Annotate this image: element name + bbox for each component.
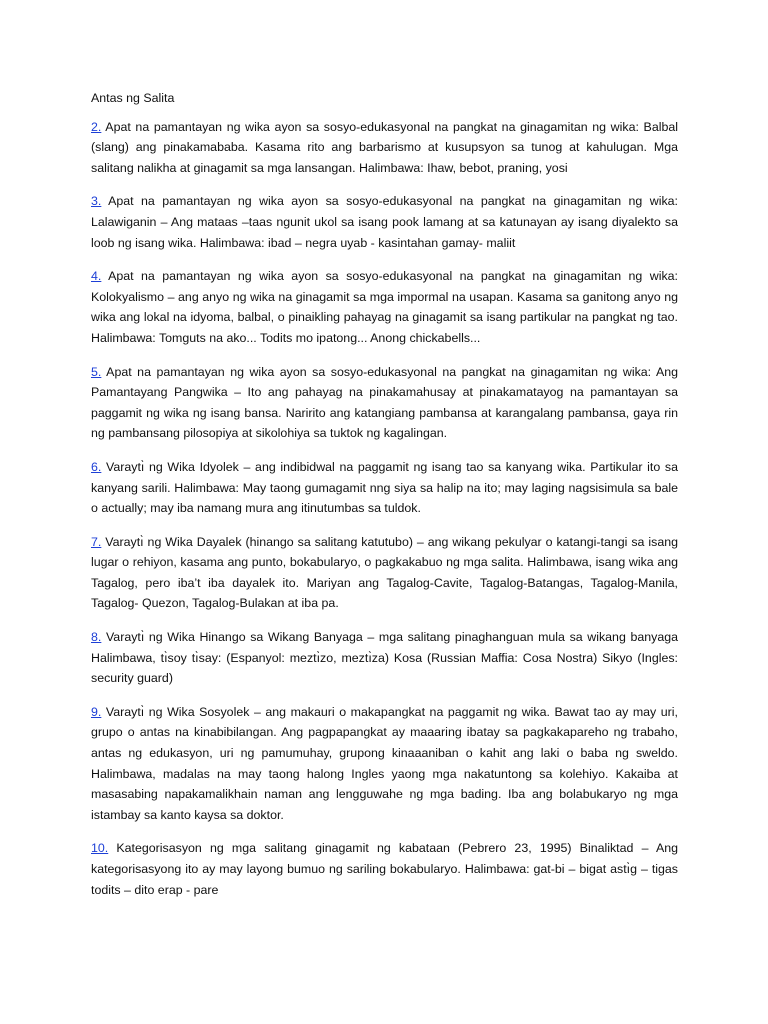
paragraph-2-number-link[interactable]: 2. xyxy=(91,119,102,134)
document-page xyxy=(91,88,678,913)
paragraph-6 xyxy=(91,457,678,519)
paragraph-2-text: Apat na pamantayan ng wika ayon sa sosyo-edukasyonal na pangkat na ginagamitan ng wika: Balbal (slang) ang pinakamababa. Kasama rito ang barbarismo at kusupsyon sa tunog at kahulugan. Mga salitang nalikha at ginagamit sa mga lansangan. Halimbawa: Ihaw, bebot, praning, yosi xyxy=(91,119,678,175)
document-title: Antas ng Salita xyxy=(91,91,175,105)
paragraph-10 xyxy=(91,838,678,900)
paragraph-9 xyxy=(91,702,678,826)
paragraph-7 xyxy=(91,532,678,614)
paragraph-5-number-link[interactable]: 5. xyxy=(91,364,102,379)
paragraph-8-number-link[interactable]: 8. xyxy=(91,630,102,645)
paragraph-9-text: Varaytı̀ ng Wika Sosyolek – ang makauri o makapangkat na paggamit ng wika. Bawat tao ay may uri, grupo o antas na kinabibilangan. Ang pagpapangkat ay maaaring ibatay sa pagkakapareho ng trabaho, antas ng edukasyon, uri ng pamumuhay, grupong kinaaaniban o kahit ang laki o baba ng sweldo. Halimbawa, madalas na may taong halong Ingles yaong mga nakatuntong sa kolehiyo. Kakaiba at masasabing napakamalikhain naman ang lengguwahe ng mga bading. Iba ang bolabukaryo ng mga istambay sa kanto kaysa sa doktor. xyxy=(91,704,678,822)
paragraph-10-number-link[interactable]: 10. xyxy=(91,841,109,856)
paragraph-8-text: Varaytı̀ ng Wika Hinango sa Wikang Banyaga – mga salitang pinaghanguan mula sa wikang banyaga Halimbawa, tı̀soy tı̀say: (Espanyol: meztı̀zo, meztı̀za) Kosa (Russian Maffia: Cosa Nostra) Sikyo (Ingles: security guard) xyxy=(91,630,678,686)
paragraph-10-text: Kategorisasyon ng mga salitang ginagamit ng kabataan (Pebrero 23, 1995) Binaliktad – Ang kategorisasyong ito ay may layong bumuo ng sariling bokabularyo. Halimbawa: gat-bi – bigat astı̀g – tigas todits – dito erap - pare xyxy=(91,841,678,897)
paragraph-6-number-link[interactable]: 6. xyxy=(91,459,102,474)
paragraph-6-text: Varaytı̀ ng Wika Idyolek – ang indibidwal na paggamit ng isang tao sa kanyang wika. Partikular ito sa kanyang sarili. Halimbawa: May taong gumagamit nng siya sa halip na ito; may laging nagsisimula sa bale o actually; may iba namang mura ang itinutumbas sa tuldok. xyxy=(91,459,678,516)
paragraph-8 xyxy=(91,627,678,689)
paragraph-7-number-link[interactable]: 7. xyxy=(91,534,102,549)
paragraph-3 xyxy=(91,191,678,253)
paragraph-9-number-link[interactable]: 9. xyxy=(91,704,102,719)
paragraph-4 xyxy=(91,266,678,348)
paragraph-5-text: Apat na pamantayan ng wika ayon sa sosyo-edukasyonal na pangkat na ginagamitan ng wika: Ang Pamantayang Pangwika – Ito ang pahayag na pinakamahusay at pinakamatayog na pamantayan sa paggamit ng wika ng isang bansa. Naririto ang katangiang pambansa at karangalang pambansa, gaya rin ng pambansang pilosopiya at sikolohiya sa tuktok ng kagalingan. xyxy=(91,364,678,441)
paragraph-7-text: Varaytı̀ ng Wika Dayalek (hinango sa salitang katutubo) – ang wikang pekulyar o katangi-tangi sa isang lugar o rehiyon, kasama ang punto, bokabularyo, o pagkakabuo ng mga salita. Halimbawa, isang wika ang Tagalog, pero iba’t iba dayalek ito. Mariyan ang Tagalog-Cavite, Tagalog-Batangas, Tagalog-Manila, Tagalog- Quezon, Tagalog-Bulakan at iba pa. xyxy=(91,534,678,611)
paragraph-5 xyxy=(91,362,678,444)
paragraph-3-number-link[interactable]: 3. xyxy=(91,194,102,209)
paragraph-4-text: Apat na pamantayan ng wika ayon sa sosyo-edukasyonal na pangkat na ginagamitan ng wika: Kolokyalismo – ang anyo ng wika na ginagamit sa mga impormal na usapan. Kasama sa ganitong anyo ng wika ang lokal na idyoma, balbal, o pinaikling pahayag na ginagamit sa isang partikular na pangkat ng tao. Halimbawa: Tomguts na ako... Todits mo ipatong... Anong chickabells... xyxy=(91,269,678,345)
paragraph-4-number-link[interactable]: 4. xyxy=(91,269,102,284)
paragraph-3-text: Apat na pamantayan ng wika ayon sa sosyo-edukasyonal na pangkat na ginagamitan ng wika: Lalawiganin – Ang mataas –taas ngunit ukol sa isang pook lamang at sa katunayan ay isang diyalekto sa loob ng isang wika. Halimbawa: ibad – negra uyab - kasintahan gamay- maliit xyxy=(91,194,678,250)
paragraph-2 xyxy=(91,117,678,179)
